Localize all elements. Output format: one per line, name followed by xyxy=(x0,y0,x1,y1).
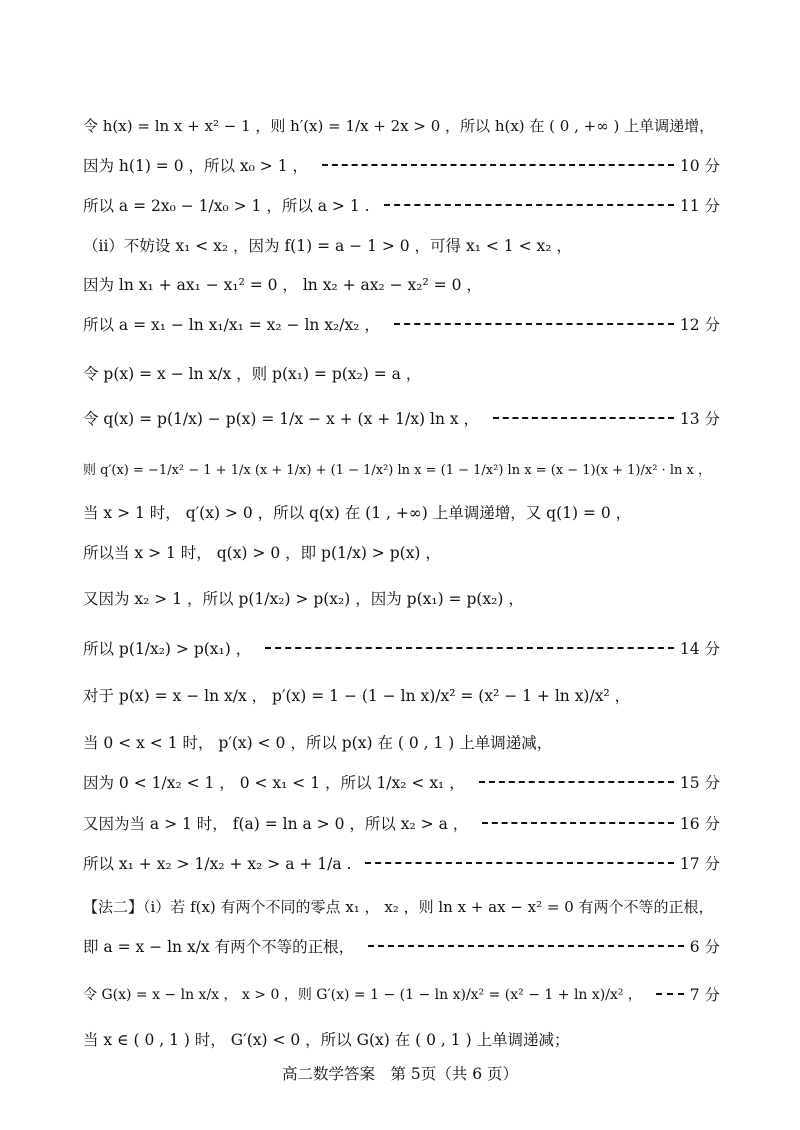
line-text: 【法二】（i）若 f(x) 有两个不同的零点 x₁ ， x₂ ，则 ln x + ax − x² = 0 有两个不等的正根， xyxy=(83,897,714,916)
solution-line xyxy=(0,490,800,534)
solution-line xyxy=(0,924,800,968)
score-mark: 14 分 xyxy=(679,640,720,658)
line-text: 所以 x₁ + x₂ > 1/x₂ + x₂ > a + 1/a . xyxy=(83,855,352,873)
line-text: 令 p(x) = x − ln x/x ，则 p(x₁) = p(x₂) = a ， xyxy=(83,365,422,383)
score-leader-line xyxy=(368,945,684,947)
line-text: 当 x > 1 时， q′(x) > 0 ，所以 q(x) 在 (1 , +∞) 上单调递增，又 q(1) = 0 ， xyxy=(83,504,632,522)
line-text: 又因为当 a > 1 时， f(a) = ln a > 0 ，所以 x₂ > a ， xyxy=(83,815,469,833)
line-text: 则 q′(x) = −1/x² − 1 + 1/x (x + 1/x) + (1 − 1/x²) ln x = (1 − 1/x²) ln x = (x − 1)(x + 1)/x² · ln x ， xyxy=(83,462,711,478)
score-leader-line xyxy=(656,993,684,995)
line-text: 当 0 < x < 1 时， p′(x) < 0 ，所以 p(x) 在 ( 0 , 1 ) 上单调递减， xyxy=(83,734,553,752)
solution-line xyxy=(0,103,800,147)
solution-line xyxy=(0,673,800,717)
score-mark: 6 分 xyxy=(689,938,720,956)
line-text: 因为 0 < 1/x₂ < 1 ， 0 < x₁ < 1 ，所以 1/x₂ < x₁ ， xyxy=(83,774,465,792)
solution-line xyxy=(0,626,800,670)
score-leader-line xyxy=(365,862,674,864)
line-text: 因为 h(1) = 0 ，所以 x₀ > 1 ， xyxy=(83,157,309,175)
score-mark: 10 分 xyxy=(679,157,720,175)
score-mark: 17 分 xyxy=(679,855,720,873)
score-mark: 13 分 xyxy=(679,410,720,428)
solution-line xyxy=(0,223,800,267)
line-text: 对于 p(x) = x − ln x/x ， p′(x) = 1 − (1 − ln x)/x² = (x² − 1 + ln x)/x² ， xyxy=(83,687,631,705)
solution-line xyxy=(0,302,800,346)
score-mark: 12 分 xyxy=(679,316,720,334)
line-text: 即 a = x − ln x/x 有两个不等的正根， xyxy=(83,938,355,956)
score-leader-line xyxy=(479,781,674,783)
score-mark: 11 分 xyxy=(679,197,720,215)
solution-line xyxy=(0,351,800,395)
score-leader-line xyxy=(322,164,674,166)
solution-line xyxy=(0,396,800,440)
line-text: 所以 a = x₁ − ln x₁/x₁ = x₂ − ln x₂/x₂ ， xyxy=(83,316,380,334)
solution-line xyxy=(0,1017,800,1061)
line-text: 所以 a = 2x₀ − 1/x₀ > 1 ，所以 a > 1 . xyxy=(83,197,370,215)
solution-line xyxy=(0,801,800,845)
solution-line xyxy=(0,530,800,574)
page-footer: 高二数学答案 第 5页（共 6 页） xyxy=(281,1065,518,1083)
solution-line xyxy=(0,720,800,764)
solution-line xyxy=(0,972,800,1016)
line-text: 因为 ln x₁ + ax₁ − x₁² = 0 ， ln x₂ + ax₂ − x₂² = 0 ， xyxy=(83,276,482,294)
solution-line xyxy=(0,446,800,490)
solution-line xyxy=(0,760,800,804)
score-leader-line xyxy=(265,647,674,649)
line-text: （ii）不妨设 x₁ < x₂ ，因为 f(1) = a − 1 > 0 ，可得 x₁ < 1 < x₂ ， xyxy=(83,237,572,255)
line-text: 所以当 x > 1 时， q(x) > 0 ，即 p(1/x) > p(x) ， xyxy=(83,544,441,562)
score-mark: 15 分 xyxy=(679,774,720,792)
solution-line xyxy=(0,183,800,227)
score-leader-line xyxy=(493,417,674,419)
line-text: 令 q(x) = p(1/x) − p(x) = 1/x − x + (x + 1/x) ln x ， xyxy=(83,410,480,428)
solution-line xyxy=(0,841,800,885)
line-text: 令 G(x) = x − ln x/x ， x > 0 ，则 G′(x) = 1 − (1 − ln x)/x² = (x² − 1 + ln x)/x² ， xyxy=(83,987,642,1003)
solution-line xyxy=(0,884,800,928)
line-text: 令 h(x) = ln x + x² − 1 ，则 h′(x) = 1/x + 2x > 0 ，所以 h(x) 在 ( 0 , +∞ ) 上单调递增， xyxy=(83,116,715,135)
solution-line xyxy=(0,576,800,620)
score-mark: 7 分 xyxy=(689,986,720,1004)
solution-line xyxy=(0,262,800,306)
line-text: 当 x ∈ ( 0 , 1 ) 时， G′(x) < 0 ，所以 G(x) 在 ( 0 , 1 ) 上单调递减； xyxy=(83,1031,570,1049)
line-text: 又因为 x₂ > 1 ，所以 p(1/x₂) > p(x₂) ，因为 p(x₁) = p(x₂) ， xyxy=(83,590,524,608)
line-text: 所以 p(1/x₂) > p(x₁) ， xyxy=(83,640,252,658)
score-mark: 16 分 xyxy=(679,815,720,833)
score-leader-line xyxy=(384,204,674,206)
score-leader-line xyxy=(482,822,674,824)
solution-line xyxy=(0,143,800,187)
score-leader-line xyxy=(394,323,674,325)
